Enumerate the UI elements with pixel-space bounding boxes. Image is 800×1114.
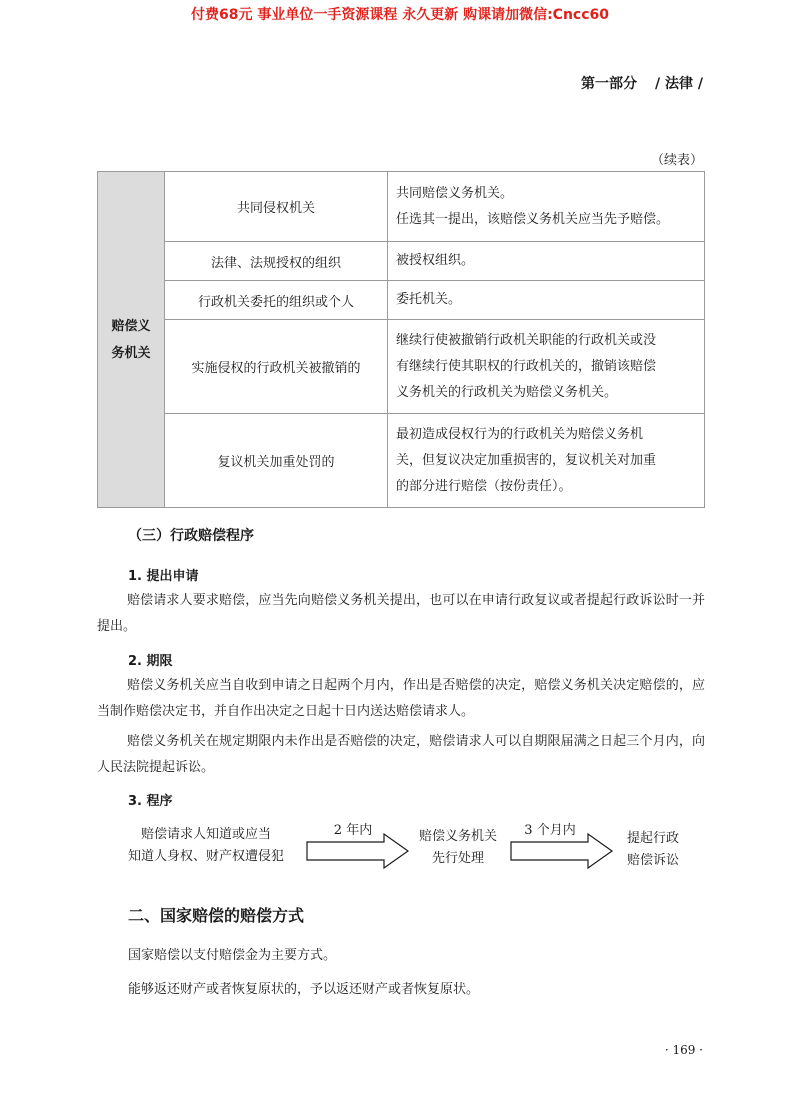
flow-arrow-1 bbox=[306, 832, 410, 870]
cell-text: 最初造成侵权行为的行政机关为赔偿义务机 bbox=[396, 426, 644, 442]
table-cell-obligor bbox=[388, 414, 705, 508]
row-header-cell bbox=[98, 172, 165, 508]
table-cell-subject bbox=[165, 172, 388, 242]
flow-arrow-1-label: 2 年内 bbox=[333, 823, 373, 838]
cell-text: 复议机关加重处罚的 bbox=[217, 455, 335, 470]
flow-step-text: 赔偿诉讼 bbox=[626, 853, 679, 868]
paragraph: 能够返还财产或者恢复原状的，予以返还财产或者恢复原状。 bbox=[128, 982, 480, 997]
flow-arrow-2 bbox=[510, 832, 614, 870]
table-cell-obligor bbox=[388, 320, 705, 414]
paragraph: 赔偿请求人要求赔偿，应当先向赔偿义务机关提出，也可以在申请行政复议或者提起行政诉讼时一并提出。 bbox=[97, 593, 705, 634]
table-cell-subject bbox=[165, 281, 388, 320]
table-cell-subject bbox=[165, 242, 388, 281]
cell-text: 委托机关。 bbox=[396, 292, 462, 307]
watermark-banner: 付费68元 事业单位一手资源课程 永久更新 购课请加微信:Cncc60 bbox=[190, 7, 610, 23]
row-header-line: 赔偿义 bbox=[111, 318, 151, 334]
header-part: 第一部分 bbox=[581, 76, 638, 92]
table-row bbox=[98, 281, 705, 320]
cell-text: 实施侵权的行政机关被撤销的 bbox=[191, 361, 361, 376]
row-header-line: 务机关 bbox=[111, 345, 151, 361]
subsection-title: 2. 期限 bbox=[128, 654, 173, 669]
table-row bbox=[98, 172, 705, 242]
flow-step-1 bbox=[108, 824, 304, 868]
cell-text: 共同赔偿义务机关。 bbox=[396, 185, 514, 201]
flow-step-2 bbox=[408, 826, 508, 870]
page-header bbox=[581, 73, 703, 93]
table-cell-obligor bbox=[388, 242, 705, 281]
flow-step-text: 知道人身权、财产权遭侵犯 bbox=[127, 849, 284, 864]
header-subject: / 法律 / bbox=[655, 76, 703, 92]
table-cell-obligor bbox=[388, 172, 705, 242]
flow-step-text: 赔偿请求人知道或应当 bbox=[140, 827, 271, 842]
flow-step-text: 先行处理 bbox=[431, 851, 484, 866]
paragraph: 国家赔偿以支付赔偿金为主要方式。 bbox=[128, 948, 337, 963]
paragraph: 赔偿义务机关在规定期限内未作出是否赔偿的决定，赔偿请求人可以自期限届满之日起三个月内，向人民法院提起诉讼。 bbox=[97, 734, 705, 775]
table-row bbox=[98, 414, 705, 508]
cell-text: 被授权组织。 bbox=[396, 253, 475, 268]
paragraph: 赔偿义务机关应当自收到申请之日起两个月内，作出是否赔偿的决定，赔偿义务机关决定赔偿的，应当制作赔偿决定书，并自作出决定之日起十日内送达赔偿请求人。 bbox=[97, 678, 705, 719]
cell-text: 的部分进行赔偿（按份责任）。 bbox=[396, 478, 572, 494]
cell-text: 义务机关的行政机关为赔偿义务机关。 bbox=[396, 384, 618, 400]
flow-step-text: 提起行政 bbox=[626, 831, 679, 846]
flow-step-3 bbox=[616, 828, 690, 872]
compensation-table bbox=[97, 171, 705, 508]
subsection-title: 3. 程序 bbox=[128, 794, 173, 809]
table-cell-subject bbox=[165, 414, 388, 508]
table-cell-subject bbox=[165, 320, 388, 414]
page-number: · 169 · bbox=[664, 1043, 703, 1057]
section-title: （三）行政赔偿程序 bbox=[128, 528, 254, 544]
cell-text: 任选其一提出，该赔偿义务机关应当先予赔偿。 bbox=[396, 211, 670, 227]
flow-step-text: 赔偿义务机关 bbox=[418, 829, 497, 844]
flow-arrow-2-label: 3 个月内 bbox=[524, 823, 576, 838]
continued-label: （续表） bbox=[650, 153, 703, 168]
table-row bbox=[98, 320, 705, 414]
section-heading: 二、国家赔偿的赔偿方式 bbox=[128, 906, 305, 925]
table-row bbox=[98, 242, 705, 281]
cell-text: 法律、法规授权的组织 bbox=[210, 255, 341, 271]
cell-text: 共同侵权机关 bbox=[236, 201, 315, 216]
subsection-title: 1. 提出申请 bbox=[128, 569, 199, 584]
cell-text: 有继续行使其职权的行政机关的，撤销该赔偿 bbox=[396, 358, 657, 374]
cell-text: 继续行使被撤销行政机关职能的行政机关或没 bbox=[396, 332, 657, 348]
cell-text: 关，但复议决定加重损害的，复议机关对加重 bbox=[396, 452, 657, 468]
table-cell-obligor bbox=[388, 281, 705, 320]
cell-text: 行政机关委托的组织或个人 bbox=[197, 294, 354, 310]
